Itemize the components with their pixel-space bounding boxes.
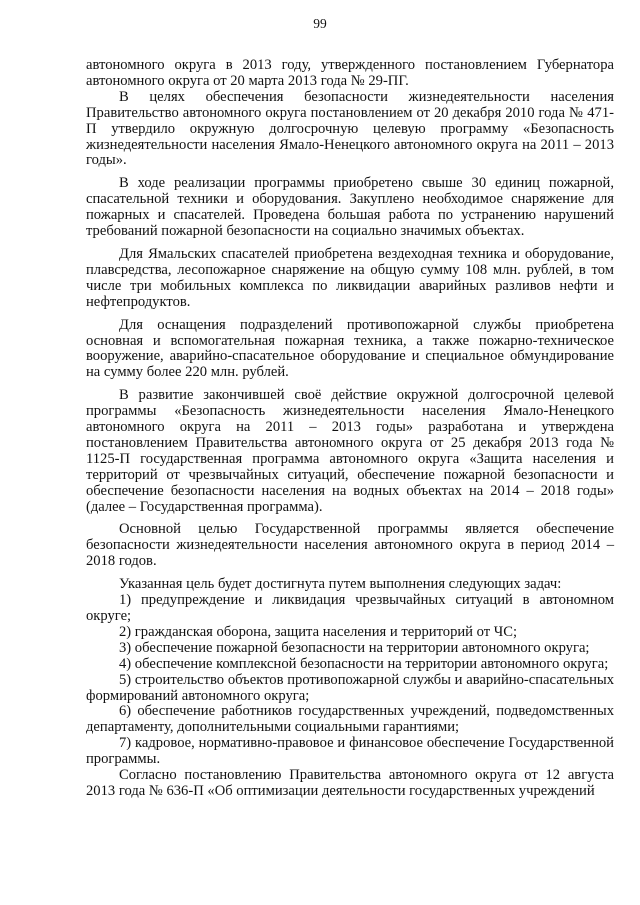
paragraph-equipment: В ходе реализации программы приобретено свыше 30 единиц пожарной, спасательной техники и оборудования. Закуплено необходимое снаряжение для пожарных и спасателей. Проведена большая работа по устранению нарушений требований пожарной безопасности на социально значимых объектах. bbox=[86, 175, 614, 240]
list-item: 3) обеспечение пожарной безопасности на территории автономного округа; bbox=[119, 639, 590, 656]
paragraph-tasks-intro: Указанная цель будет достигнута путем выполнения следующих задач: bbox=[119, 576, 562, 593]
page-number: 99 bbox=[313, 16, 327, 31]
paragraph-program-2011: В целях обеспечения безопасности жизнедеятельности населения Правительство автономного округа постановлением от 20 декабря 2010 года № 471-П утвердило окружную долгосрочную целевую программу «Безопасность жизнедеятельности населения Ямало-Ненецкого автономного округа на 2011 – 2013 годы». bbox=[86, 88, 614, 169]
list-item: 6) обеспечение работников государственных учреждений, подведомственных департаменту, дополнительными социальными гарантиями; bbox=[86, 703, 614, 736]
list-item: 2) гражданская оборона, защита населения и территорий от ЧС; bbox=[119, 623, 518, 640]
list-item: 7) кадровое, нормативно-правовое и финансовое обеспечение Государственной программы. bbox=[86, 735, 614, 768]
paragraph-yamal-rescuers: Для Ямальских спасателей приобретена вездеходная техника и оборудование, плавсредства, лесопожарное снаряжение на общую сумму 108 млн. рублей, в том числе три мобильных комплекса по ликвидации аварийных разливов нефти и нефтепродуктов. bbox=[86, 245, 614, 310]
paragraph-resolution-636: Согласно постановлению Правительства автономного округа от 12 августа 2013 года № 636-П «Об оптимизации деятельности государственных учреждений bbox=[86, 767, 614, 799]
list-item: 5) строительство объектов противопожарной службы и аварийно-спасательных формирований автономного округа; bbox=[86, 671, 614, 704]
list-item: 1) предупреждение и ликвидация чрезвычайных ситуаций в автономном округе; bbox=[86, 592, 614, 624]
paragraph-main-goal: Основной целью Государственной программы является обеспечение безопасности жизнедеятельности населения автономного округа в период 2014 – 2018 годов. bbox=[86, 521, 614, 570]
paragraph-fire-service: Для оснащения подразделений противопожарной службы приобретена основная и вспомогательная пожарная техника, а также пожарно-техническое вооружение, аварийно-спасательное оборудование и специальное обмундирование на сумму более 220 млн. рублей. bbox=[86, 316, 614, 381]
list-item: 4) обеспечение комплексной безопасности на территории автономного округа; bbox=[119, 655, 609, 672]
paragraph-continuation: автономного округа в 2013 году, утвержденного постановлением Губернатора автономного округа от 20 марта 2013 года № 29-ПГ. bbox=[86, 57, 614, 89]
document-body bbox=[86, 58, 614, 800]
paragraph-state-program: В развитие закончившей своё действие окружной долгосрочной целевой программы «Безопасность жизнедеятельности населения Ямало-Ненецкого автономного округа на 2011 – 2013 годы» разработана и утверждена постановлением Правительства автономного округа от 25 декабря 2013 года № 1125-П государственная программа автономного округа «Защита населения и территорий от чрезвычайных ситуаций, обеспечение пожарной безопасности и обеспечение безопасности населения на водных объектах на 2014 – 2018 годы» (далее – Государственная программа). bbox=[86, 387, 614, 515]
